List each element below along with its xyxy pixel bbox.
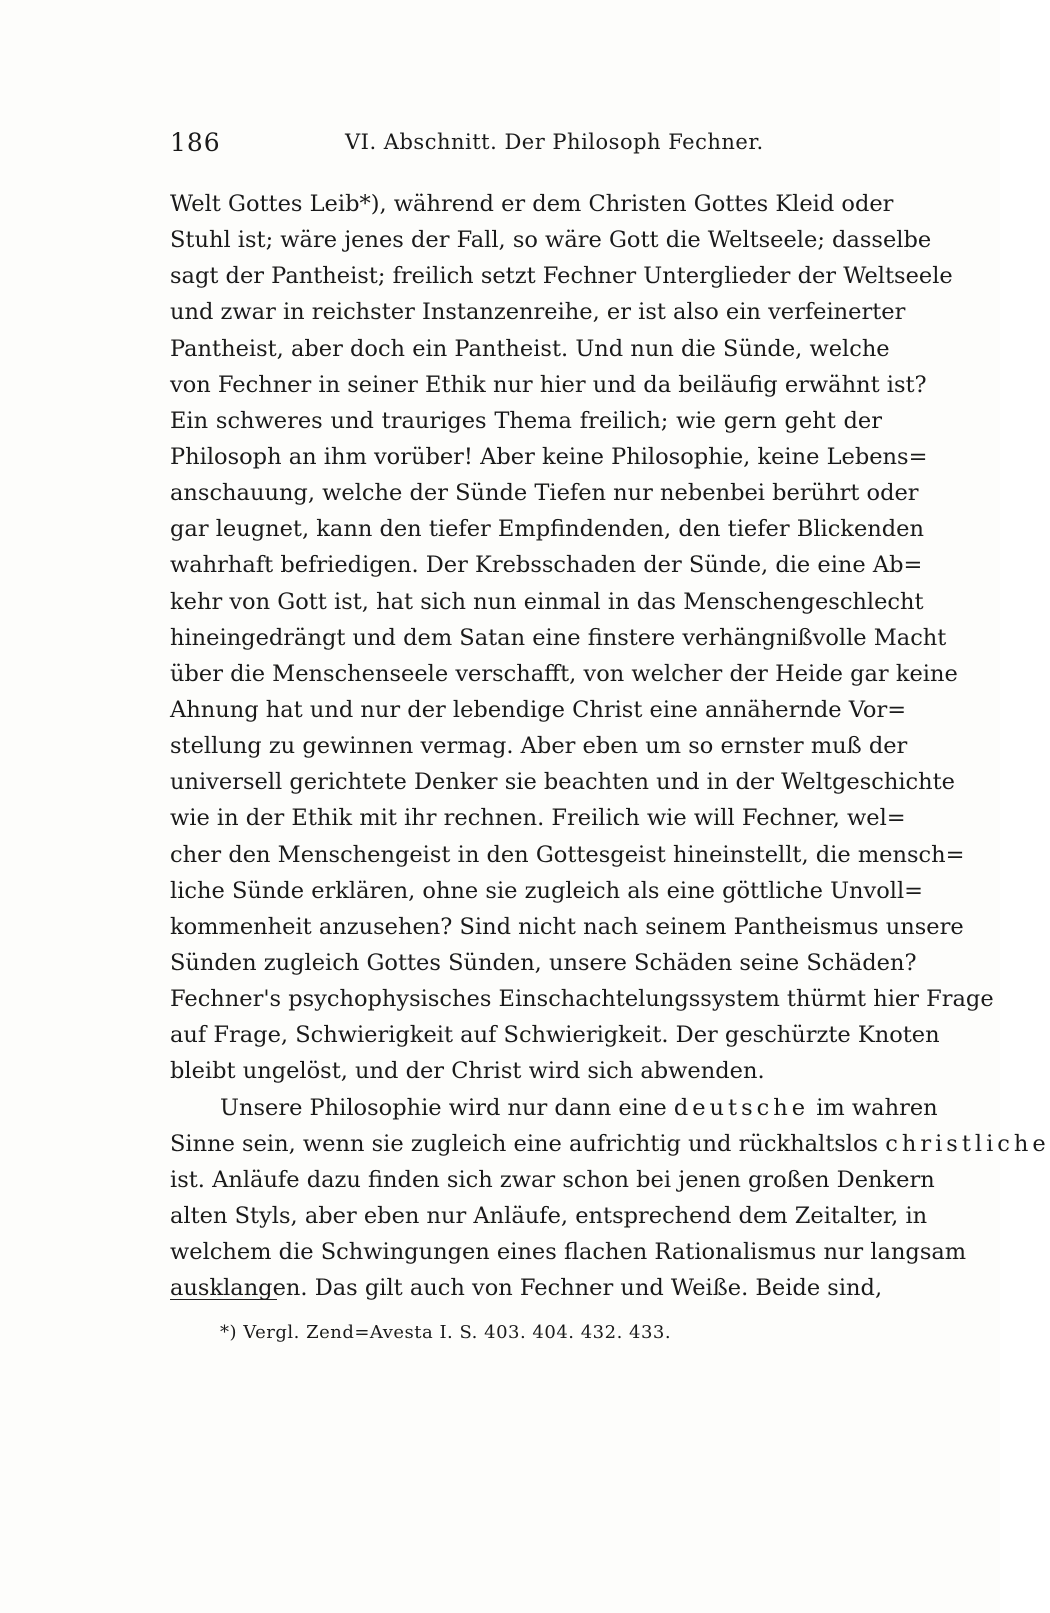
text-line: anschauung, welche der Sünde Tiefen nur nebenbei berührt oder <box>170 480 919 507</box>
text-line: stellung zu gewinnen vermag. Aber eben um so ernster muß der <box>170 733 908 760</box>
text-line: Welt Gottes Leib*), während er dem Christen Gottes Kleid oder <box>170 191 894 217</box>
text-line: sagt der Pantheist; freilich setzt Fechner Unterglieder der Weltseele <box>170 263 953 290</box>
paragraph-line <box>170 1126 1050 1162</box>
text-line: Stuhl ist; wäre jenes der Fall, so wäre Gott die Weltseele; dasselbe <box>170 227 932 254</box>
text-line: wahrhaft befriedigen. Der Krebsschaden der Sünde, die eine Ab= <box>170 552 923 579</box>
text-line: Pantheist, aber doch ein Pantheist. Und nun die Sünde, welche <box>170 335 890 362</box>
text-line: Fechner's psychophysisches Einschachtelungssystem thürmt hier Frage <box>170 986 994 1013</box>
text-line: Sünden zugleich Gottes Sünden, unsere Schäden seine Schäden? <box>170 949 917 976</box>
text-line: Philosoph an ihm vorüber! Aber keine Philosophie, keine Lebens= <box>170 443 928 470</box>
paragraph-line: ist. Anläufe dazu finden sich zwar schon bei jenen großen Denkern <box>170 1166 935 1193</box>
text-line: wie in der Ethik mit ihr rechnen. Freilich wie will Fechner, wel= <box>170 805 906 832</box>
text-line: und zwar in reichster Instanzenreihe, er ist also ein verfeinerter <box>170 299 906 326</box>
paragraph-line: ausklangen. Das gilt auch von Fechner und Weiße. Beide sind, <box>170 1275 883 1302</box>
text-line: Ahnung hat und nur der lebendige Christ eine annähernde Vor= <box>170 696 907 723</box>
text-line: liche Sünde erklären, ohne sie zugleich als eine göttliche Unvoll= <box>170 877 924 904</box>
text-fragment: Unsere Philosophie wird nur dann eine <box>220 1094 667 1121</box>
text-line: Ein schweres und trauriges Thema freilich; wie gern geht der <box>170 407 882 434</box>
text-line: bleibt ungelöst, und der Christ wird sich abwenden. <box>170 1058 765 1085</box>
running-title: VI. Abschnitt. Der Philosoph Fechner. <box>345 130 764 154</box>
paragraph-line: welchem die Schwingungen eines flachen Rationalismus nur langsam <box>170 1239 967 1266</box>
text-line: von Fechner in seiner Ethik nur hier und da beiläufig erwähnt ist? <box>170 371 927 398</box>
text-fragment: Sinne sein, wenn sie zugleich eine aufrichtig und rückhaltslos <box>170 1130 879 1157</box>
text-line: auf Frage, Schwierigkeit auf Schwierigkeit. Der geschürzte Knoten <box>170 1022 940 1049</box>
spaced-emphasis: christliche <box>885 1130 1050 1157</box>
paragraph-line: alten Styls, aber eben nur Anläufe, entsprechend dem Zeitalter, in <box>170 1202 928 1229</box>
page-number: 186 <box>170 128 221 157</box>
body-text <box>170 186 1050 1306</box>
footnote-divider <box>170 1299 277 1300</box>
paragraph-line <box>170 1090 938 1126</box>
text-line: gar leugnet, kann den tiefer Empfindenden, den tiefer Blickenden <box>170 516 924 543</box>
text-line: hineingedrängt und dem Satan eine finstere verhängnißvolle Macht <box>170 624 947 651</box>
text-line: über die Menschenseele verschafft, von welcher der Heide gar keine <box>170 660 958 687</box>
text-line: kommenheit anzusehen? Sind nicht nach seinem Pantheismus unsere <box>170 913 964 940</box>
text-fragment: im wahren <box>816 1094 938 1121</box>
spaced-emphasis: deutsche <box>673 1094 810 1121</box>
text-line: universell gerichtete Denker sie beachten und in der Weltgeschichte <box>170 769 955 796</box>
footnote: *) Vergl. Zend=Avesta I. S. 403. 404. 432. 433. <box>220 1322 672 1343</box>
text-line: kehr von Gott ist, hat sich nun einmal in das Menschengeschlecht <box>170 588 924 615</box>
running-head <box>170 128 880 164</box>
text-line: cher den Menschengeist in den Gottesgeist hineinstellt, die mensch= <box>170 841 965 868</box>
